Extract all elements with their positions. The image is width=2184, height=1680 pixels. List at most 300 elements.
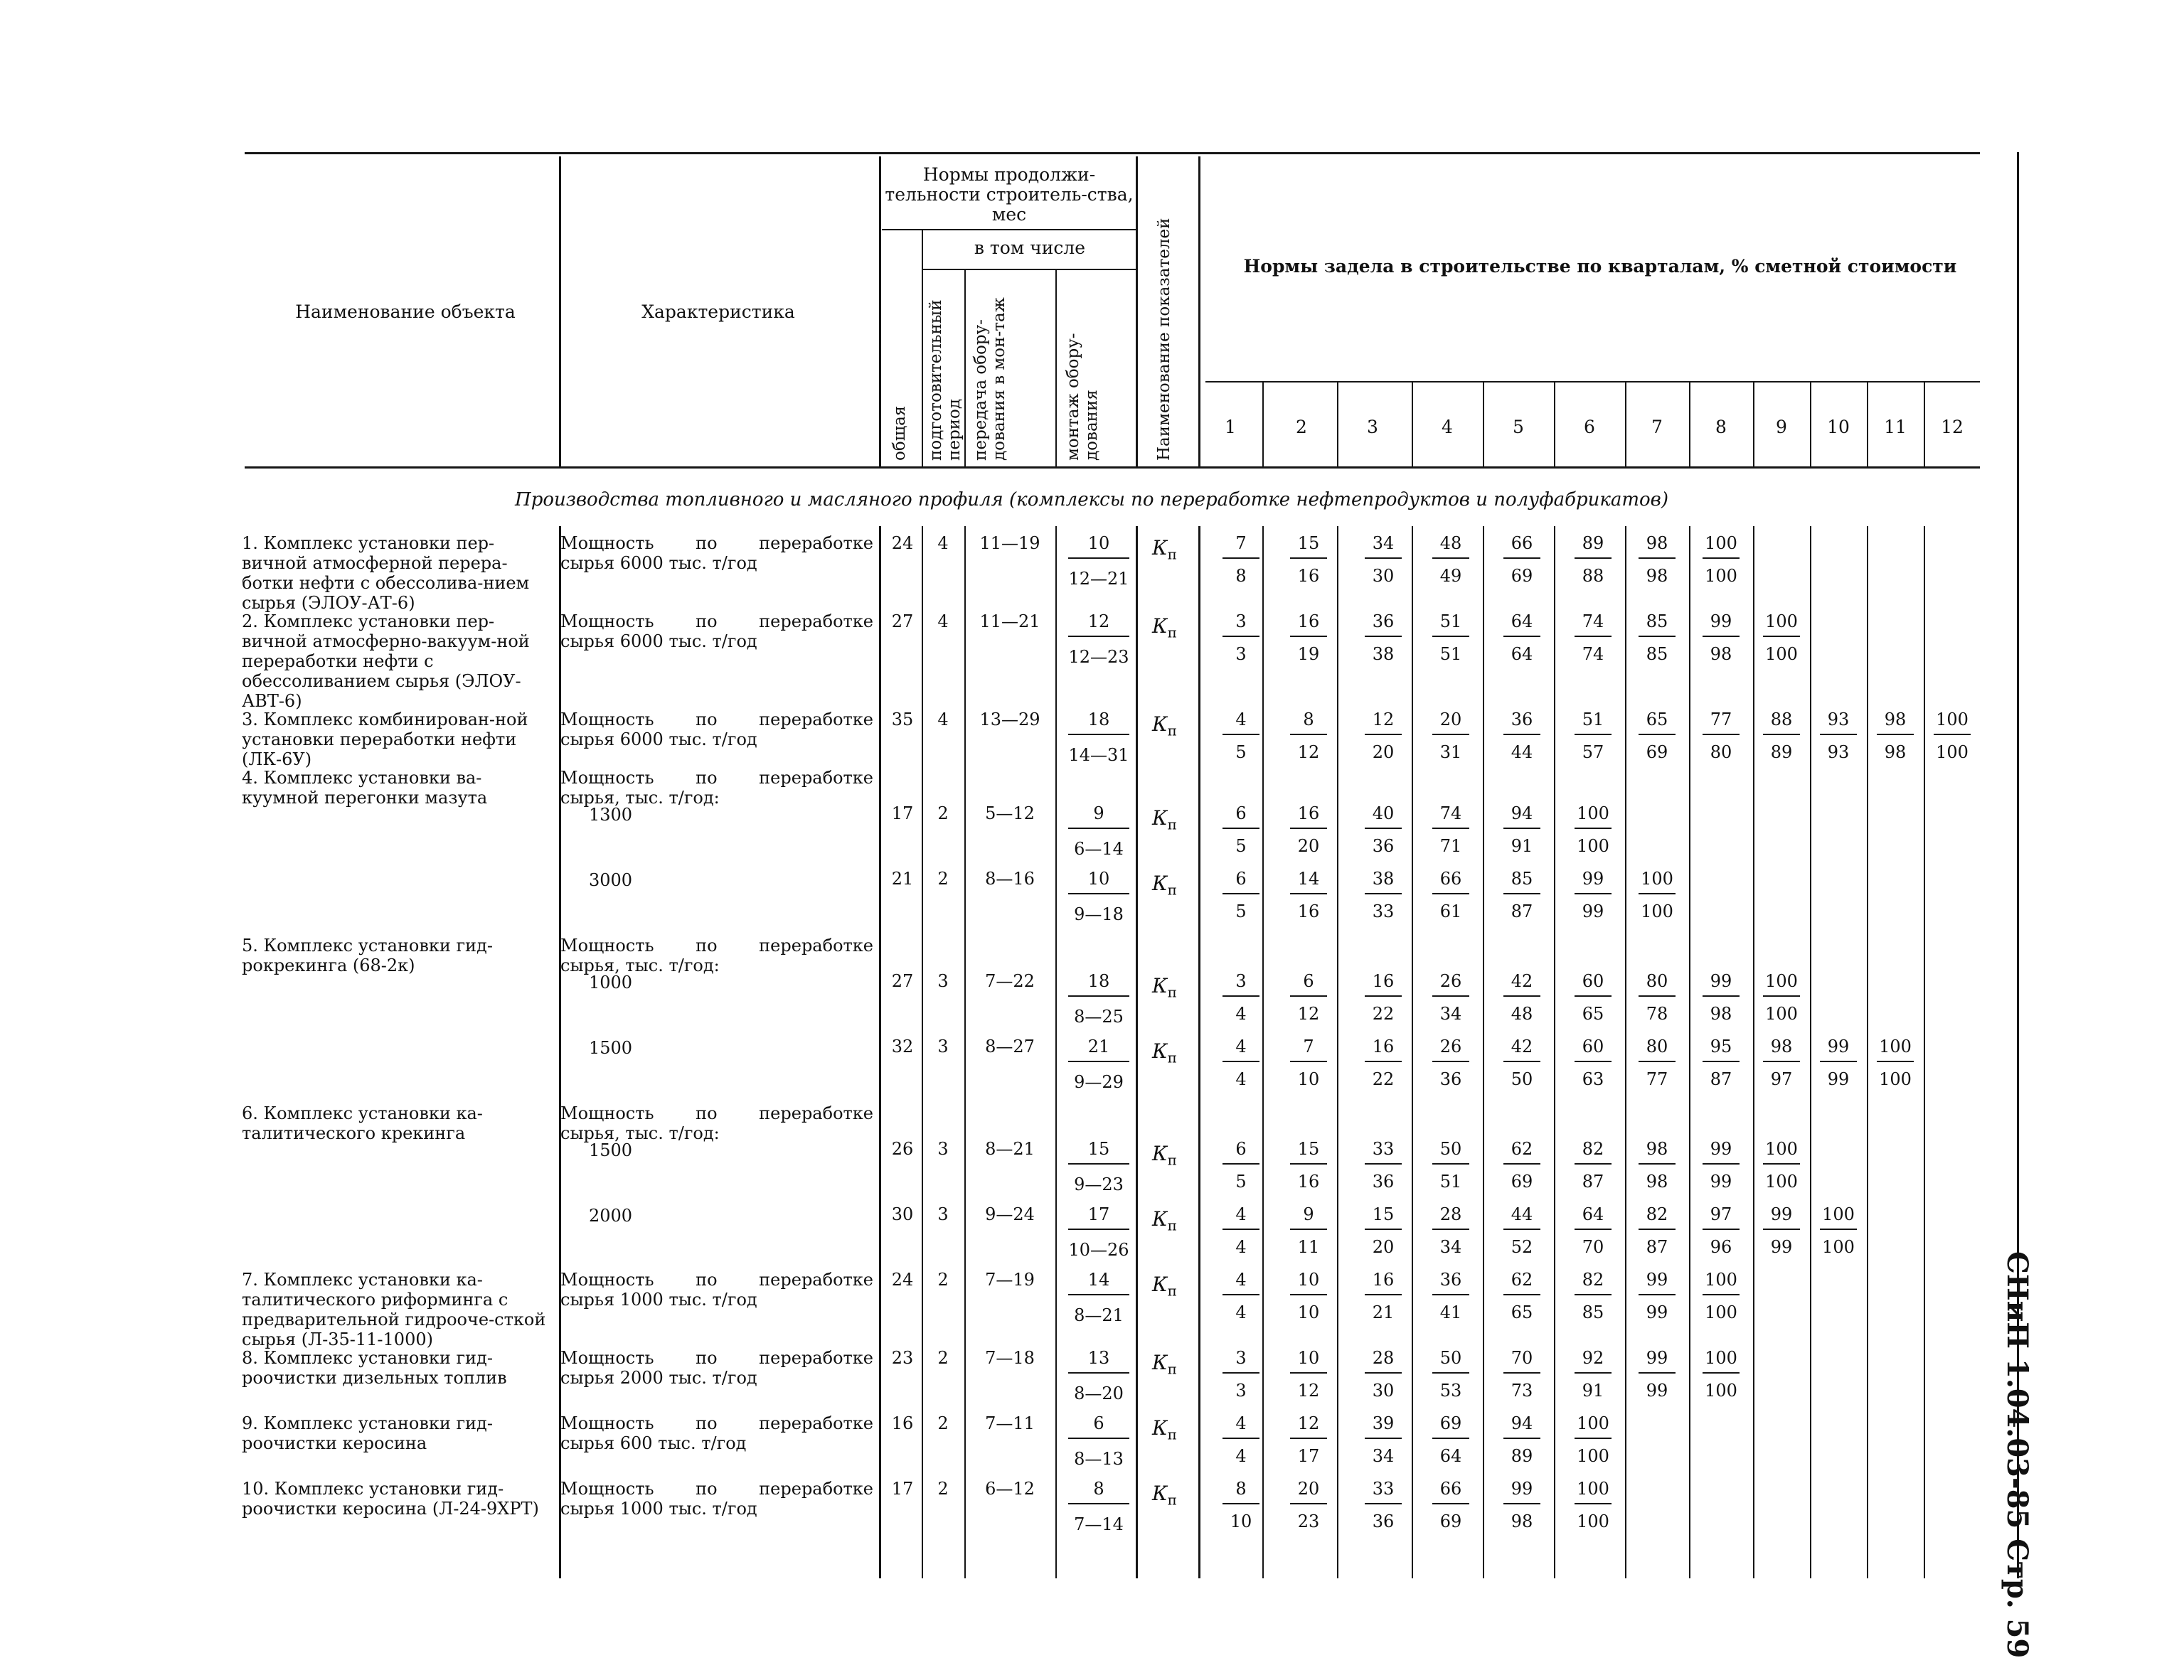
characteristic-line: Мощность по переработке (560, 1270, 873, 1290)
row-7-transfer: 7—19 (985, 1270, 1035, 1290)
row-8-indicator: $К_п$ (1152, 1351, 1178, 1378)
characteristic-line: сырья, тыс. т/год: (560, 956, 720, 975)
fraction-bottom: 100 (1577, 836, 1609, 856)
row-10-q4 (1429, 1479, 1472, 1531)
header-equip-transfer: передача обору-дования в мон-таж (971, 297, 1008, 461)
row-5-1500-q1 (1220, 1037, 1262, 1089)
fraction-bottom: 38 (1372, 644, 1395, 664)
fraction-top: 20 (1290, 1479, 1327, 1504)
fraction-bottom: 73 (1511, 1381, 1533, 1401)
fraction-top: 100 (1575, 1479, 1612, 1504)
indicator-sub: п (1167, 1151, 1178, 1169)
row-6-2000-total: 30 (891, 1204, 914, 1224)
row-7-total: 24 (891, 1270, 914, 1290)
row-9-name: 9. Комплекс установки гид-роочистки керосина (242, 1413, 493, 1453)
fraction-bottom: 85 (1646, 644, 1668, 664)
row-8-total: 23 (891, 1348, 914, 1368)
install-range: 9—29 (1074, 1072, 1124, 1092)
fraction-top: 4 (1222, 1270, 1259, 1295)
indicator-sub: п (1167, 1425, 1178, 1443)
quarter-header: 10 (1827, 417, 1850, 437)
fraction-bottom: 100 (1705, 1381, 1737, 1401)
header-divider (1753, 382, 1754, 466)
row-8-install (1060, 1348, 1138, 1403)
row-10-q3 (1362, 1479, 1405, 1531)
fraction-top: 69 (1432, 1413, 1469, 1439)
row-2-q5 (1501, 611, 1543, 664)
column-rule (1810, 526, 1811, 1578)
row-5-1500-indicator: $К_п$ (1152, 1039, 1178, 1066)
row-5-name: 5. Комплекс установки гид-рокрекинга (68-2к) (242, 936, 493, 975)
fraction-bottom: 85 (1582, 1302, 1604, 1322)
fraction-bottom: 98 (1511, 1512, 1533, 1531)
fraction-bottom: 100 (1822, 1237, 1855, 1257)
row-4-3000-q1 (1220, 869, 1262, 921)
fraction-top: 51 (1575, 710, 1612, 735)
fraction-bottom: 64 (1439, 1446, 1462, 1466)
indicator-sub: п (1167, 881, 1178, 899)
fraction-bottom: 16 (1297, 566, 1320, 586)
fraction-bottom: 100 (1936, 742, 1969, 762)
row-6-2000-transfer: 9—24 (985, 1204, 1035, 1224)
row-5-1000-q6 (1572, 971, 1614, 1024)
row-3-q11 (1874, 710, 1917, 762)
header-divider (1554, 382, 1555, 466)
row-2-q7 (1636, 611, 1678, 664)
fraction-top: 20 (1432, 710, 1469, 735)
header-divider (1810, 382, 1811, 466)
fraction-bottom: 10 (1297, 1302, 1320, 1322)
row-1-q2 (1287, 533, 1330, 586)
row-6-1500-total: 26 (891, 1139, 914, 1159)
row-6-2000-q8 (1700, 1204, 1742, 1257)
characteristic-line: сырья 6000 тыс. т/год (560, 631, 757, 651)
row-8-characteristic (560, 1348, 873, 1388)
fraction-bottom: 89 (1511, 1446, 1533, 1466)
row-3-prep: 4 (937, 710, 949, 729)
fraction-top: 82 (1575, 1139, 1612, 1165)
row-5-1000-q8 (1700, 971, 1742, 1024)
row-1-q1 (1220, 533, 1262, 586)
row-4-1300-q2 (1287, 803, 1330, 856)
fraction-bottom: 4 (1235, 1302, 1247, 1322)
fraction-top: 99 (1703, 611, 1740, 637)
row-3-transfer: 13—29 (979, 710, 1040, 729)
row-3-install (1060, 710, 1138, 765)
fraction-bottom: 91 (1582, 1381, 1604, 1401)
row-5-1500-q11 (1874, 1037, 1917, 1089)
row-5-characteristic (560, 936, 873, 975)
row-5-capacity: 1000 (589, 973, 633, 993)
install-range: 12—21 (1068, 569, 1129, 589)
fraction-bottom: 30 (1372, 1381, 1395, 1401)
row-7-name: 7. Комплекс установки ка-талитического риформинга с предварительной гидрооче-сткой сырья (Л-35-11-1000) (242, 1270, 546, 1349)
header-characteristic: Характеристика (641, 301, 795, 322)
row-4-3000-q6 (1572, 869, 1614, 921)
row-4-3000-prep: 2 (937, 869, 949, 889)
fraction-bottom: 36 (1372, 836, 1395, 856)
indicator-sub: п (1167, 815, 1178, 833)
row-8-q8 (1700, 1348, 1742, 1401)
row-6-1500-q9 (1760, 1139, 1803, 1192)
fraction-top: 33 (1365, 1479, 1402, 1504)
fraction-top: 65 (1639, 710, 1676, 735)
row-5-1000-indicator: $К_п$ (1152, 974, 1178, 1001)
row-9-indicator: $К_п$ (1152, 1416, 1178, 1443)
fraction-top: 36 (1365, 611, 1402, 637)
quarter-header: 6 (1584, 417, 1595, 437)
row-10-name: 10. Комплекс установки гид-роочистки керосина (Л-24-9ХРТ) (242, 1479, 539, 1519)
row-2-q2 (1287, 611, 1330, 664)
row-8-prep: 2 (937, 1348, 949, 1368)
indicator-sub: п (1167, 722, 1178, 739)
row-1-q4 (1429, 533, 1472, 586)
row-4-1300-prep: 2 (937, 803, 949, 823)
characteristic-line: Мощность по переработке (560, 768, 873, 788)
fraction-top: 85 (1503, 869, 1540, 894)
row-6-capacity: 2000 (589, 1206, 633, 1226)
fraction-top: 36 (1503, 710, 1540, 735)
row-4-3000-transfer: 8—16 (985, 869, 1035, 889)
fraction-top: 6 (1222, 803, 1259, 829)
header-total: общая (890, 405, 909, 461)
fraction-bottom: 88 (1582, 566, 1604, 586)
header-divider (1625, 382, 1626, 466)
fraction-bottom: 61 (1439, 901, 1462, 921)
characteristic-line: Мощность по переработке (560, 533, 873, 553)
quarters-subrule (1205, 381, 1980, 382)
install-months: 18 (1068, 710, 1129, 735)
fraction-bottom: 100 (1765, 644, 1798, 664)
fraction-top: 36 (1432, 1270, 1469, 1295)
row-4-1300-transfer: 5—12 (985, 803, 1035, 823)
fraction-bottom: 100 (1705, 566, 1737, 586)
fraction-bottom: 36 (1372, 1512, 1395, 1531)
fraction-bottom: 3 (1235, 644, 1247, 664)
row-4-1300-q6 (1572, 803, 1614, 856)
characteristic-line: сырья 6000 тыс. т/год (560, 729, 757, 749)
row-1-q8 (1700, 533, 1742, 586)
row-5-1500-q8 (1700, 1037, 1742, 1089)
fraction-top: 99 (1503, 1479, 1540, 1504)
fraction-bottom: 20 (1372, 1237, 1395, 1257)
install-months: 9 (1068, 803, 1129, 829)
row-5-1500-q5 (1501, 1037, 1543, 1089)
column-rule (1554, 526, 1555, 1578)
fraction-top: 64 (1503, 611, 1540, 637)
fraction-bottom: 80 (1710, 742, 1732, 762)
fraction-bottom: 36 (1439, 1069, 1462, 1089)
row-5-1000-total: 27 (891, 971, 914, 991)
fraction-bottom: 53 (1439, 1381, 1462, 1401)
fraction-bottom: 98 (1884, 742, 1907, 762)
fraction-top: 89 (1575, 533, 1612, 559)
header-equip-install: монтаж обору-дования (1064, 333, 1101, 461)
fraction-top: 8 (1222, 1479, 1259, 1504)
characteristic-line: сырья, тыс. т/год: (560, 1123, 720, 1143)
column-rule (1625, 526, 1626, 1578)
fraction-top: 62 (1503, 1139, 1540, 1165)
fraction-top: 7 (1222, 533, 1259, 559)
row-6-1500-q3 (1362, 1139, 1405, 1192)
row-2-characteristic (560, 611, 873, 651)
fraction-top: 100 (1763, 971, 1800, 997)
fraction-top: 98 (1639, 533, 1676, 559)
fraction-bottom: 57 (1582, 742, 1604, 762)
characteristic-line: сырья 2000 тыс. т/год (560, 1368, 757, 1388)
fraction-bottom: 34 (1439, 1237, 1462, 1257)
header-divider (1337, 382, 1338, 466)
fraction-top: 16 (1365, 971, 1402, 997)
quarter-header: 4 (1442, 417, 1453, 437)
fraction-top: 50 (1432, 1139, 1469, 1165)
header-including: в том числе (974, 237, 1086, 258)
fraction-top: 99 (1639, 1270, 1676, 1295)
header-divider (559, 156, 561, 466)
install-months: 14 (1068, 1270, 1129, 1295)
fraction-bottom: 21 (1372, 1302, 1395, 1322)
row-3-q1 (1220, 710, 1262, 762)
row-2-q3 (1362, 611, 1405, 664)
fraction-bottom: 31 (1439, 742, 1462, 762)
header-divider (964, 270, 966, 466)
row-6-1500-q6 (1572, 1139, 1614, 1192)
column-rule (964, 526, 966, 1578)
fraction-bottom: 5 (1235, 836, 1247, 856)
row-4-3000-indicator: $К_п$ (1152, 872, 1178, 899)
fraction-top: 48 (1432, 533, 1469, 559)
characteristic-line: Мощность по переработке (560, 710, 873, 729)
row-5-1500-q9 (1760, 1037, 1803, 1089)
row-4-1300-q4 (1429, 803, 1472, 856)
fraction-top: 97 (1703, 1204, 1740, 1230)
fraction-top: 26 (1432, 971, 1469, 997)
row-5-1000-q1 (1220, 971, 1262, 1024)
fraction-bottom: 50 (1511, 1069, 1533, 1089)
fraction-bottom: 100 (1641, 901, 1673, 921)
fraction-bottom: 87 (1710, 1069, 1732, 1089)
fraction-bottom: 5 (1235, 901, 1247, 921)
header-divider (1262, 382, 1264, 466)
row-9-prep: 2 (937, 1413, 949, 1433)
row-6-2000-q4 (1429, 1204, 1472, 1257)
column-rule (1337, 526, 1338, 1578)
row-1-transfer: 11—19 (979, 533, 1040, 553)
fraction-top: 8 (1290, 710, 1327, 735)
row-10-q5 (1501, 1479, 1543, 1531)
row-5-1000-q4 (1429, 971, 1472, 1024)
indicator-sub: п (1167, 1049, 1178, 1066)
header-divider (1055, 270, 1057, 466)
quarter-header: 11 (1884, 417, 1907, 437)
row-4-3000-install (1060, 869, 1138, 924)
fraction-bottom: 99 (1710, 1172, 1732, 1192)
characteristic-line: Мощность по переработке (560, 611, 873, 631)
row-5-1000-install (1060, 971, 1138, 1027)
header-divider (922, 230, 923, 466)
row-6-2000-q1 (1220, 1204, 1262, 1257)
header-duration-title: Нормы продолжи-тельности строитель-ства, мес (885, 164, 1134, 225)
fraction-top: 44 (1503, 1204, 1540, 1230)
row-9-q6 (1572, 1413, 1614, 1466)
header-indicator: Наименование показателей (1155, 218, 1173, 461)
fraction-top: 40 (1365, 803, 1402, 829)
row-5-1500-q2 (1287, 1037, 1330, 1089)
row-3-q9 (1760, 710, 1803, 762)
row-6-2000-install (1060, 1204, 1138, 1260)
row-7-q7 (1636, 1270, 1678, 1322)
install-range: 10—26 (1068, 1240, 1129, 1260)
fraction-top: 51 (1432, 611, 1469, 637)
column-rule (1924, 526, 1925, 1578)
row-5-1000-q5 (1501, 971, 1543, 1024)
fraction-bottom: 100 (1577, 1446, 1609, 1466)
row-1-indicator: $К_п$ (1152, 536, 1178, 563)
fraction-bottom: 4 (1235, 1237, 1247, 1257)
row-6-1500-q5 (1501, 1139, 1543, 1192)
row-3-q10 (1817, 710, 1860, 762)
row-3-q5 (1501, 710, 1543, 762)
characteristic-line: Мощность по переработке (560, 1413, 873, 1433)
install-months: 10 (1068, 533, 1129, 559)
fraction-top: 6 (1222, 869, 1259, 894)
characteristic-line: Мощность по переработке (560, 1479, 873, 1499)
install-months: 12 (1068, 611, 1129, 637)
row-4-name: 4. Комплекс установки ва-куумной перегонки мазута (242, 768, 488, 808)
row-9-q5 (1501, 1413, 1543, 1466)
header-divider (1867, 382, 1868, 466)
row-2-q8 (1700, 611, 1742, 664)
row-9-total: 16 (891, 1413, 914, 1433)
fraction-top: 9 (1290, 1204, 1327, 1230)
fraction-top: 80 (1639, 1037, 1676, 1062)
row-3-q8 (1700, 710, 1742, 762)
fraction-bottom: 11 (1297, 1237, 1320, 1257)
fraction-bottom: 97 (1770, 1069, 1793, 1089)
row-6-1500-indicator: $К_п$ (1152, 1142, 1178, 1169)
row-4-capacity: 1300 (589, 805, 633, 825)
fraction-top: 100 (1934, 710, 1971, 735)
row-5-1500-q4 (1429, 1037, 1472, 1089)
row-7-q1 (1220, 1270, 1262, 1322)
row-5-1000-q9 (1760, 971, 1803, 1024)
row-5-1500-total: 32 (891, 1037, 914, 1056)
row-6-name: 6. Комплекс установки ка-талитического крекинга (242, 1103, 483, 1143)
fraction-top: 39 (1365, 1413, 1402, 1439)
fraction-top: 33 (1365, 1139, 1402, 1165)
header-divider (1198, 156, 1200, 466)
fraction-top: 50 (1432, 1348, 1469, 1374)
install-range: 9—23 (1074, 1175, 1124, 1194)
row-10-install (1060, 1479, 1138, 1534)
row-6-1500-q2 (1287, 1139, 1330, 1192)
fraction-top: 98 (1877, 710, 1914, 735)
fraction-top: 42 (1503, 971, 1540, 997)
row-3-total: 35 (891, 710, 914, 729)
fraction-bottom: 12 (1297, 1381, 1320, 1401)
row-10-total: 17 (891, 1479, 914, 1499)
row-6-2000-prep: 3 (937, 1204, 949, 1224)
fraction-top: 4 (1222, 710, 1259, 735)
fraction-bottom: 10 (1230, 1512, 1252, 1531)
fraction-top: 12 (1290, 1413, 1327, 1439)
row-1-q7 (1636, 533, 1678, 586)
fraction-bottom: 5 (1235, 1172, 1247, 1192)
column-rule (1753, 526, 1754, 1578)
fraction-bottom: 87 (1646, 1237, 1668, 1257)
fraction-top: 15 (1365, 1204, 1402, 1230)
install-range: 8—20 (1074, 1384, 1124, 1403)
row-6-2000-q2 (1287, 1204, 1330, 1257)
row-4-1300-q1 (1220, 803, 1262, 856)
row-4-capacity: 3000 (589, 870, 633, 890)
row-1-total: 24 (891, 533, 914, 553)
running-head: СНиП 1.04.03-85 Стр. 59 (2001, 1251, 2034, 1659)
fraction-bottom: 34 (1439, 1004, 1462, 1024)
fraction-bottom: 89 (1770, 742, 1793, 762)
header-backlog-title: Нормы задела в строительстве по кварталам, % сметной стоимости (1243, 256, 1957, 277)
row-7-prep: 2 (937, 1270, 949, 1290)
row-6-1500-q7 (1636, 1139, 1678, 1192)
fraction-bottom: 99 (1582, 901, 1604, 921)
install-months: 18 (1068, 971, 1129, 997)
fraction-top: 100 (1703, 533, 1740, 559)
fraction-bottom: 99 (1770, 1237, 1793, 1257)
characteristic-line: сырья, тыс. т/год: (560, 788, 720, 808)
row-6-2000-indicator: $К_п$ (1152, 1207, 1178, 1234)
row-4-3000-q5 (1501, 869, 1543, 921)
fraction-bottom: 69 (1646, 742, 1668, 762)
fraction-bottom: 20 (1372, 742, 1395, 762)
row-6-1500-prep: 3 (937, 1139, 949, 1159)
row-5-capacity: 1500 (589, 1038, 633, 1058)
fraction-top: 100 (1820, 1204, 1857, 1230)
fraction-bottom: 12 (1297, 1004, 1320, 1024)
row-5-1000-prep: 3 (937, 971, 949, 991)
fraction-bottom: 19 (1297, 644, 1320, 664)
row-8-q2 (1287, 1348, 1330, 1401)
row-1-q5 (1501, 533, 1543, 586)
characteristic-line: Мощность по переработке (560, 936, 873, 956)
row-6-1500-install (1060, 1139, 1138, 1194)
header-divider (1483, 382, 1484, 466)
column-rule (1867, 526, 1868, 1578)
row-6-2000-q3 (1362, 1204, 1405, 1257)
fraction-bottom: 36 (1372, 1172, 1395, 1192)
install-range: 9—18 (1074, 904, 1124, 924)
row-5-1000-transfer: 7—22 (985, 971, 1035, 991)
fraction-bottom: 69 (1511, 1172, 1533, 1192)
row-10-q1 (1220, 1479, 1262, 1531)
row-3-q2 (1287, 710, 1330, 762)
install-months: 6 (1068, 1413, 1129, 1439)
row-1-name: 1. Комплекс установки пер-вичной атмосферной перера-ботки нефти с обессолива-нием сырья (ЭЛОУ-АТ-6) (242, 533, 530, 613)
fraction-top: 70 (1503, 1348, 1540, 1374)
row-7-characteristic (560, 1270, 873, 1310)
row-4-1300-q3 (1362, 803, 1405, 856)
top-rule (245, 152, 1980, 154)
fraction-bottom: 3 (1235, 1381, 1247, 1401)
fraction-bottom: 99 (1646, 1381, 1668, 1401)
fraction-top: 12 (1365, 710, 1402, 735)
row-1-q3 (1362, 533, 1405, 586)
fraction-bottom: 51 (1439, 644, 1462, 664)
fraction-top: 94 (1503, 803, 1540, 829)
fraction-bottom: 33 (1372, 901, 1395, 921)
fraction-bottom: 16 (1297, 1172, 1320, 1192)
install-months: 21 (1068, 1037, 1129, 1062)
characteristic-line: Мощность по переработке (560, 1348, 873, 1368)
